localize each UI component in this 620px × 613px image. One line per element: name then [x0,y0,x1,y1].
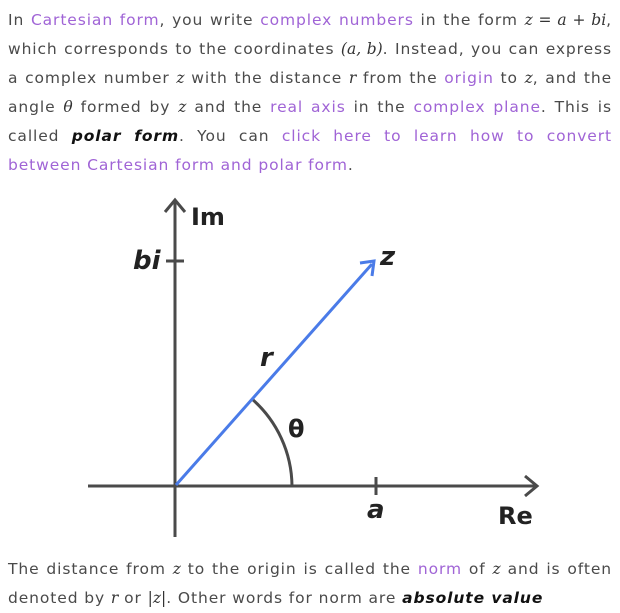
math-r: r [348,69,357,87]
math-z: z [524,69,533,87]
r-label: r [260,343,273,373]
a-label: a [367,495,385,525]
text-segment: . Instead, you can express a complex number [8,40,612,87]
text-segment: from the [356,69,445,87]
angle-arc [252,399,292,486]
intro-paragraph [8,6,612,180]
vector-z [176,264,372,485]
math-coordinates: (a, b) [340,40,383,58]
link-cartesian-form[interactable]: Cartesian form [30,11,160,29]
link-convert-forms[interactable]: click here to learn how to convert between Cartesian form and polar form [8,127,612,174]
math-z: z [492,560,501,578]
text-segment: . You can [179,127,282,145]
link-complex-numbers[interactable]: complex numbers [260,11,414,29]
text-segment: in the form [413,11,525,29]
text-segment: and the [186,98,271,116]
math-z: z [176,69,185,87]
im-axis-label: Im [191,203,225,231]
text-segment: and is often denoted by [8,560,612,607]
text-segment: In [8,11,31,29]
math-cartesian-form: z = a + bi [524,11,607,29]
z-label: z [380,242,396,272]
term-polar-form: polar form [71,127,180,145]
link-real-axis[interactable]: real axis [270,98,346,116]
polar-form-diagram [0,185,620,550]
text-segment: The distance from [8,560,173,578]
text-segment: or [118,589,148,607]
text-segment: . [347,156,354,174]
text-segment: , and the angle [8,69,613,116]
text-segment: to [493,69,525,87]
math-theta: θ [63,98,73,116]
re-axis-label: Re [498,502,533,530]
math-abs-z: |z| [147,589,167,607]
bi-label: bi [133,246,161,276]
text-segment: . This is called [8,98,612,145]
text-segment: with the distance [184,69,349,87]
text-segment: formed by [72,98,179,116]
term-absolute-value: absolute value [402,589,544,607]
math-z: z [178,98,187,116]
norm-paragraph [8,555,612,613]
theta-label: θ [288,415,305,443]
link-complex-plane[interactable]: complex plane [413,98,541,116]
text-segment: in the [345,98,414,116]
math-z: z [172,560,181,578]
text-segment: . Other words for norm are [166,589,403,607]
link-origin[interactable]: origin [444,69,494,87]
text-segment: , which corresponds to the coordinates [8,11,612,58]
text-segment: of [462,560,493,578]
link-norm[interactable]: norm [417,560,462,578]
text-segment: to the origin is called the [180,560,418,578]
text-segment: , you write [159,11,261,29]
math-r: r [110,589,119,607]
